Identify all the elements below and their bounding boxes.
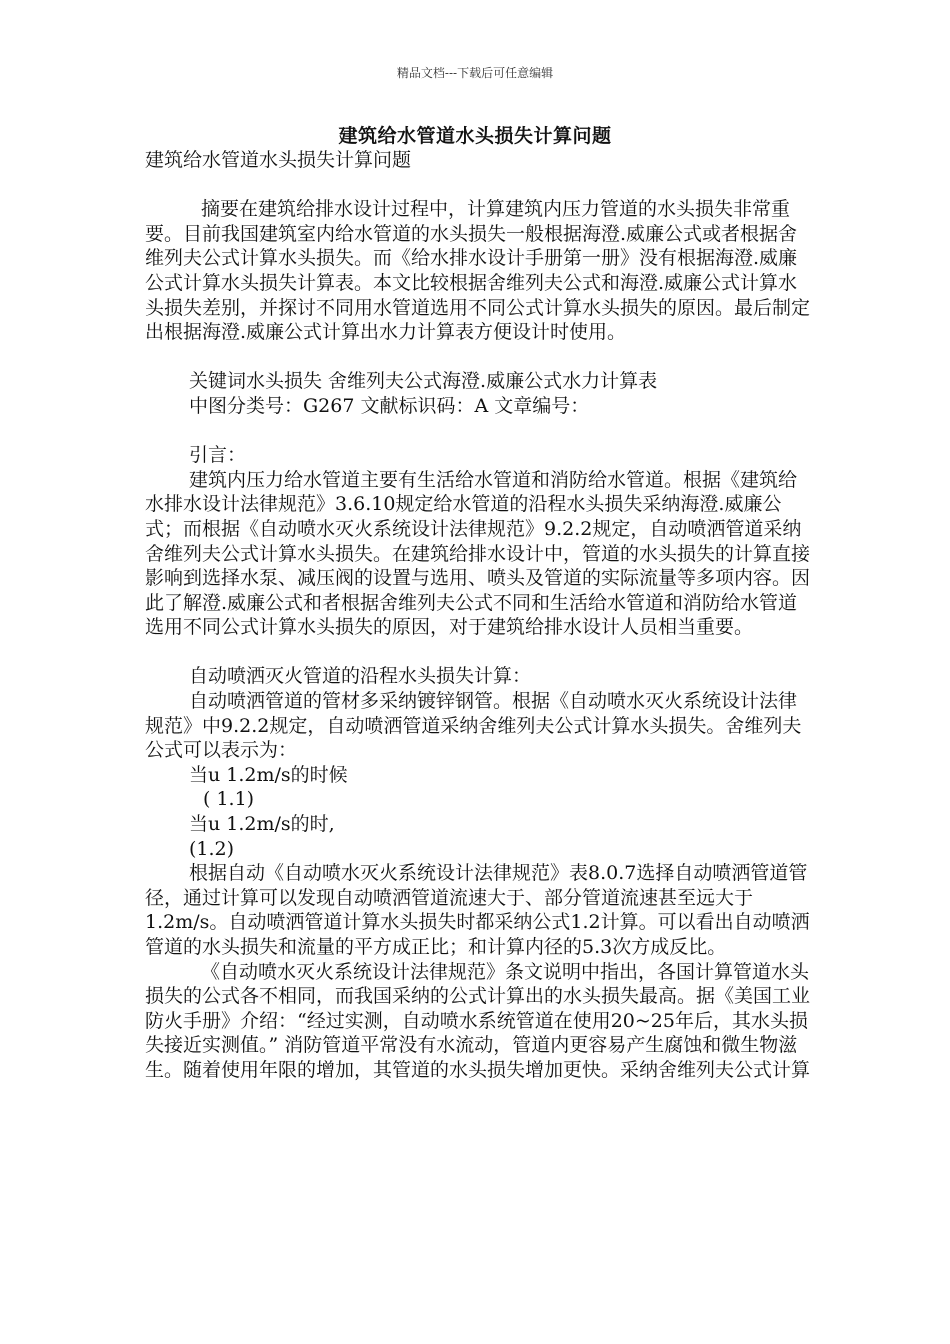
document-title: 建筑给水管道水头损失计算问题 xyxy=(338,125,612,147)
document-subtitle: 建筑给水管道水头损失计算问题 xyxy=(145,149,412,171)
classification-line: 中图分类号：G267 文献标识码：A 文章编号： xyxy=(189,394,590,417)
abstract-paragraph: 摘要在建筑给排水设计过程中，计算建筑内压力管道的水头损失非常重要。目前我国建筑室内给水管道的水头损失一般根据海澄.威廉公式或者根据舍维列夫公式计算水头损失。而《给水排水设计手册第一册》没有根据海澄.威廉公式计算水头损失计算表。本文比较根据舍维列夫公式和海澄.威廉公式计算水头损失差别，并探讨不同用水管道选用不同公式计算水头损失的原因。最后制定出根据海澄.威廉公式计算出水力计算表方便设计时使用。 xyxy=(145,198,811,344)
intro-paragraph: 建筑内压力给水管道主要有生活给水管道和消防给水管道。根据《建筑给水排水设计法律规范》3.6.10规定给水管道的沿程水头损失采纳海澄.威廉公式；而根据《自动喷水灭火系统设计法律规范》9.2.2规定，自动喷洒管道采纳舍维列夫公式计算水头损失。在建筑给排水设计中，管道的水头损失的计算直接影响到选择水泵、减压阀的设置与选用、喷头及管道的实际流量等多项内容。因此了解澄.威廉公式和者根据舍维列夫公式不同和生活给水管道和消防给水管道选用不同公式计算水头损失的原因，对于建筑给排水设计人员相当重要。 xyxy=(145,468,811,639)
blank-line xyxy=(145,345,810,370)
header-note: 精品文档---下载后可任意编辑 xyxy=(396,66,554,80)
blank-line xyxy=(145,173,810,198)
section-heading: 自动喷洒灭火管道的沿程水头损失计算： xyxy=(189,665,532,688)
blank-line xyxy=(145,640,810,665)
last-paragraph: 《自动喷水灭火系统设计法律规范》条文说明中指出，各国计算管道水头损失的公式各不相同，而我国采纳的公式计算出的水头损失最高。据《美国工业防火手册》介绍：“经过实测，自动喷水系统管道在使用20~25年后，其水头损失接近实测值。” 消防管道平常没有水流动，管道内更容易产生腐蚀和微生物滋生。随着使用年限的增加，其管道的水头损失增加更快。采纳舍维列夫公式计算 xyxy=(145,960,811,1081)
blank-line xyxy=(145,419,810,444)
formula-condition-1: 当u 1.2m/s的时候 xyxy=(189,763,348,786)
intro-heading: 引言： xyxy=(189,444,247,467)
section-paragraph: 自动喷洒管道的管材多采纳镀锌钢管。根据《自动喷水灭火系统设计法律规范》中9.2.2规定，自动喷洒管道采纳舍维列夫公式计算水头损失。舍维列夫公式可以表示为： xyxy=(145,690,802,762)
formula-condition-2: 当u 1.2m/s的时, xyxy=(189,813,335,836)
formula-number-1: ( 1.1) xyxy=(203,788,255,811)
formula-number-2: (1.2) xyxy=(189,837,235,860)
keywords-line: 关键词水头损失 舍维列夫公式海澄.威廉公式水力计算表 xyxy=(189,370,658,393)
document-body xyxy=(145,148,810,1083)
table-paragraph: 根据自动《自动喷水灭火系统设计法律规范》表8.0.7选择自动喷洒管道管径，通过计算可以发现自动喷洒管道流速大于、部分管道流速甚至远大于1.2m/s。自动喷洒管道计算水头损失时都采纳公式1.2计算。可以看出自动喷洒管道的水头损失和流量的平方成正比；和计算内径的5.3次方成反比。 xyxy=(145,862,810,958)
